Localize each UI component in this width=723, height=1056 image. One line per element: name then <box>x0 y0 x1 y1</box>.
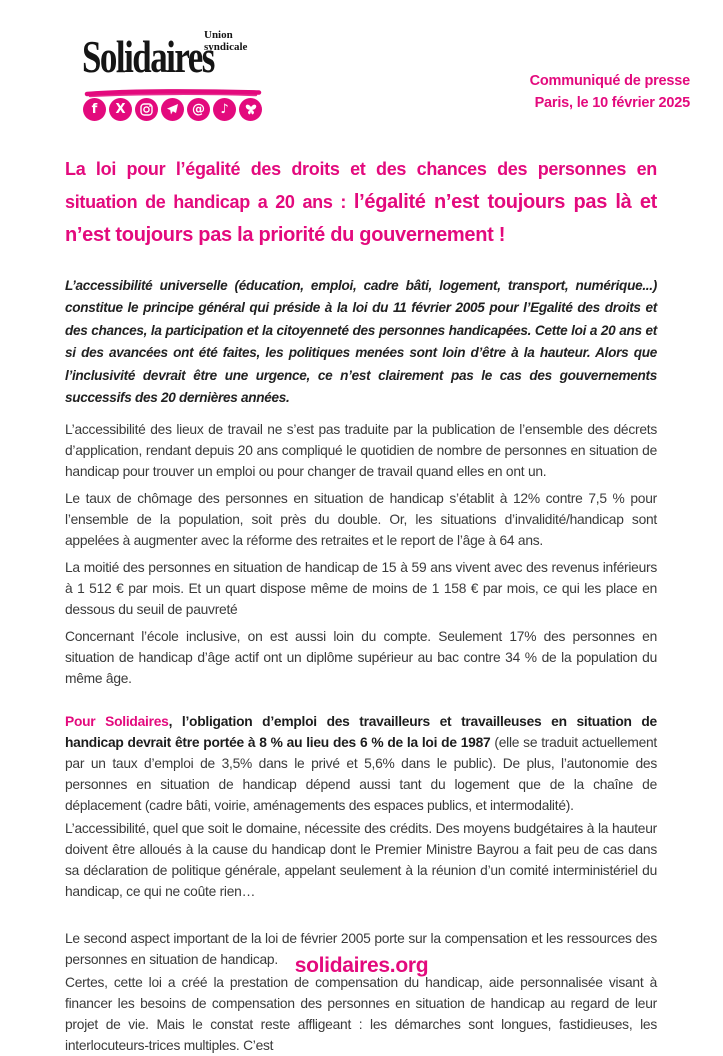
press-info-type: Communiqué de presse <box>529 73 690 89</box>
paragraph-second-aspect: Le second aspect important de la loi de février 2005 porte sur la compensation et les ressources des personnes en situation de handicap. <box>65 931 657 968</box>
press-info <box>530 71 690 114</box>
x-twitter-icon[interactable]: X <box>109 98 132 121</box>
title-part2: l’égalité n’est toujours pas là et n’est toujours pas la priorité du gouvernement ! <box>65 191 657 246</box>
instagram-icon[interactable] <box>135 98 158 121</box>
paragraph-credits-budget: L’accessibilité, quel que soit le domaine, nécessite des crédits. Des moyens budgétaires à la hauteur doivent être alloués à la cause du handicap dont le Premier Ministre Bayrou a fait peu de cas dans sa déclaration de politique générale, appelant seulement à la réunion d’un comité interministériel du handicap, ce qui ne coûte rien… <box>65 821 657 900</box>
document-body <box>65 150 657 1056</box>
telegram-icon[interactable] <box>161 98 184 121</box>
title-part1: La loi pour l’égalité des droits et des chances des personnes en situation de handicap a 20 ans : <box>65 159 657 212</box>
mastodon-icon[interactable]: @ <box>187 98 210 121</box>
intro-paragraph: L’accessibilité universelle (éducation, emploi, cadre bâti, logement, transport, numérique...) constitue le principe général qui préside à la loi du 11 février 2005 pour l’Egalité des droits et des chances, la participation et la citoyenneté des personnes handicapées. Cette loi a 20 ans et si des avancées ont été faites, les politiques menées sont loin d’être à la hauteur. Alors que l’inclusivité devrait être une urgence, ce n’est clairement pas le cas des gouvernements successifs des 20 dernières années. <box>65 278 657 406</box>
paragraph-accessibilite-travail: L’accessibilité des lieux de travail ne s’est pas traduite par la publication de l’ensemble des décrets d’application, rendant depuis 20 ans compliqué le quotidien de nombre de personnes en situation de handicap pour trouver un emploi ou pour changer de travail quand elles en ont un. <box>65 422 657 480</box>
paragraph-prestation-compensation: Certes, cette loi a créé la prestation de compensation du handicap, aide personnalisée visant à financer les besoins de compensation des personnes en situation de handicap au regard de leur projet de vie. Mais le constat reste affligeant : les démarches sont longues, fastidieuses, les interlocuteurs-trices multiples. C’est <box>65 975 657 1054</box>
website-link[interactable]: solidaires.org <box>294 954 429 977</box>
tiktok-icon[interactable]: ♪ <box>213 98 236 121</box>
solidaires-logo <box>82 29 272 82</box>
paragraph-revenus: La moitié des personnes en situation de handicap de 15 à 59 ans vivent avec des revenus inférieurs à 1 512 € par mois. Et un quart dispose même de moins de 1 158 € par mois, ce qui les place en dessous du seuil de pauvreté <box>65 560 657 618</box>
pour-solidaires-detail: (elle se traduit actuellement par un taux d’emploi de 3,5% dans le privé et 5,6% dans le public). De plus, l’autonomie des personnes en situation de handicap dépend aussi tant du logement que de la chaîne de déplacement (cadre bâti, voirie, aménagements des espaces publics, et intermodalité). <box>65 735 658 814</box>
brand-wordmark: Solidaires <box>82 31 214 82</box>
brand-tagline-line1: Union <box>204 29 233 41</box>
press-info-dateline: Paris, le 10 février 2025 <box>534 94 690 111</box>
page-title <box>65 150 657 249</box>
paragraph-taux-chomage: Le taux de chômage des personnes en situation de handicap s’établit à 12% contre 7,5 % pour l’ensemble de la population, soit près du double. Or, les situations d’invalidité/handicap sont appelées à augmenter avec la réforme des retraites et le report de l’âge à 64 ans. <box>65 491 657 549</box>
social-icons-row <box>83 98 262 121</box>
pour-solidaires-demand: , l’obligation d’emploi des travailleurs et travailleuses en situation de handicap devrait être portée à 8 % au lieu des 6 % de la loi de 1987 <box>65 714 657 751</box>
paragraph-ecole-inclusive: Concernant l’école inclusive, on est aussi loin du compte. Seulement 17% des personnes en situation de handicap d’âge actif ont un diplôme supérieur au bac contre 34 % de la population du même âge. <box>65 629 657 687</box>
bluesky-butterfly-icon[interactable] <box>239 98 262 121</box>
brand-tagline-line2: syndicale <box>204 40 248 53</box>
footer <box>0 954 723 978</box>
pour-solidaires-lead: Pour Solidaires <box>65 714 169 730</box>
facebook-icon[interactable]: f <box>83 98 106 121</box>
paragraph-pour-solidaires <box>65 711 657 816</box>
brand-tagline <box>204 30 247 53</box>
